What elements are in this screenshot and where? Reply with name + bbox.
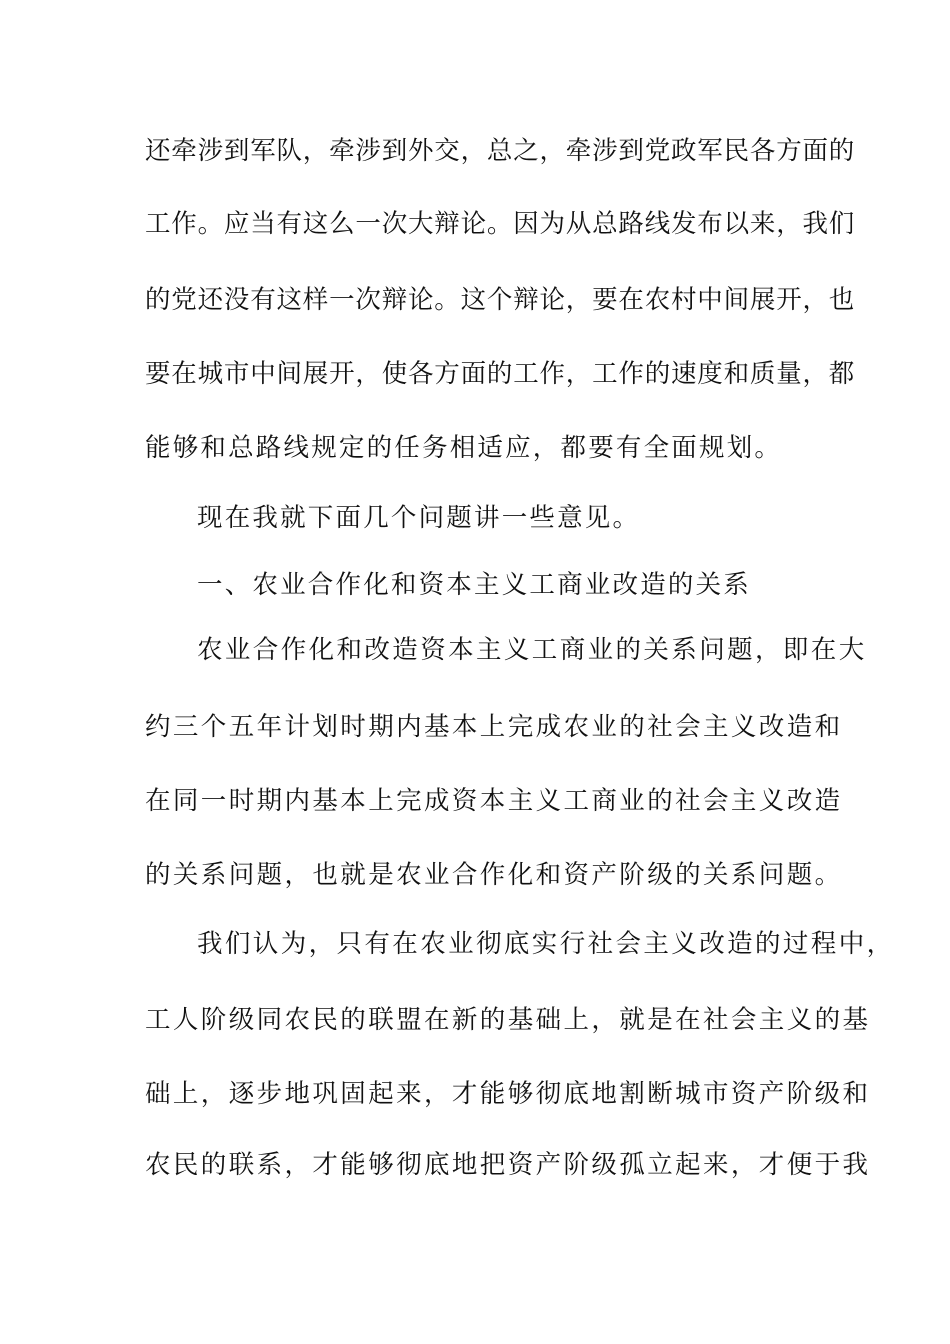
paragraph-line: 的党还没有这样一次辩论。这个辩论，要在农村中间展开，也 xyxy=(145,285,856,315)
paragraph-line: 工作。应当有这么一次大辩论。因为从总路线发布以来，我们 xyxy=(145,209,856,239)
paragraph-line: 的关系问题，也就是农业合作化和资产阶级的关系问题。 xyxy=(145,860,843,890)
paragraph-line: 约三个五年计划时期内基本上完成农业的社会主义改造和 xyxy=(145,712,843,742)
paragraph-line: 农民的联系，才能够彻底地把资产阶级孤立起来，才便于我 xyxy=(145,1150,871,1180)
paragraph-line: 还牵涉到军队，牵涉到外交，总之，牵涉到党政军民各方面的 xyxy=(145,136,856,166)
paragraph-line: 现在我就下面几个问题讲一些意见。 xyxy=(197,503,641,533)
section-heading: 一、农业合作化和资本主义工商业改造的关系 xyxy=(197,570,752,600)
paragraph-line: 农业合作化和改造资本主义工商业的关系问题，即在大 xyxy=(197,635,867,665)
paragraph-line: 要在城市中间展开，使各方面的工作，工作的速度和质量，都 xyxy=(145,359,856,389)
paragraph-line: 在同一时期内基本上完成资本主义工商业的社会主义改造 xyxy=(145,786,843,816)
paragraph-line: 能够和总路线规定的任务相适应，都要有全面规划。 xyxy=(145,433,783,463)
paragraph-line: 我们认为，只有在农业彻底实行社会主义改造的过程中， xyxy=(197,929,895,959)
paragraph-line: 工人阶级同农民的联盟在新的基础上，就是在社会主义的基 xyxy=(145,1005,871,1035)
paragraph-line: 础上，逐步地巩固起来，才能够彻底地割断城市资产阶级和 xyxy=(145,1079,871,1109)
